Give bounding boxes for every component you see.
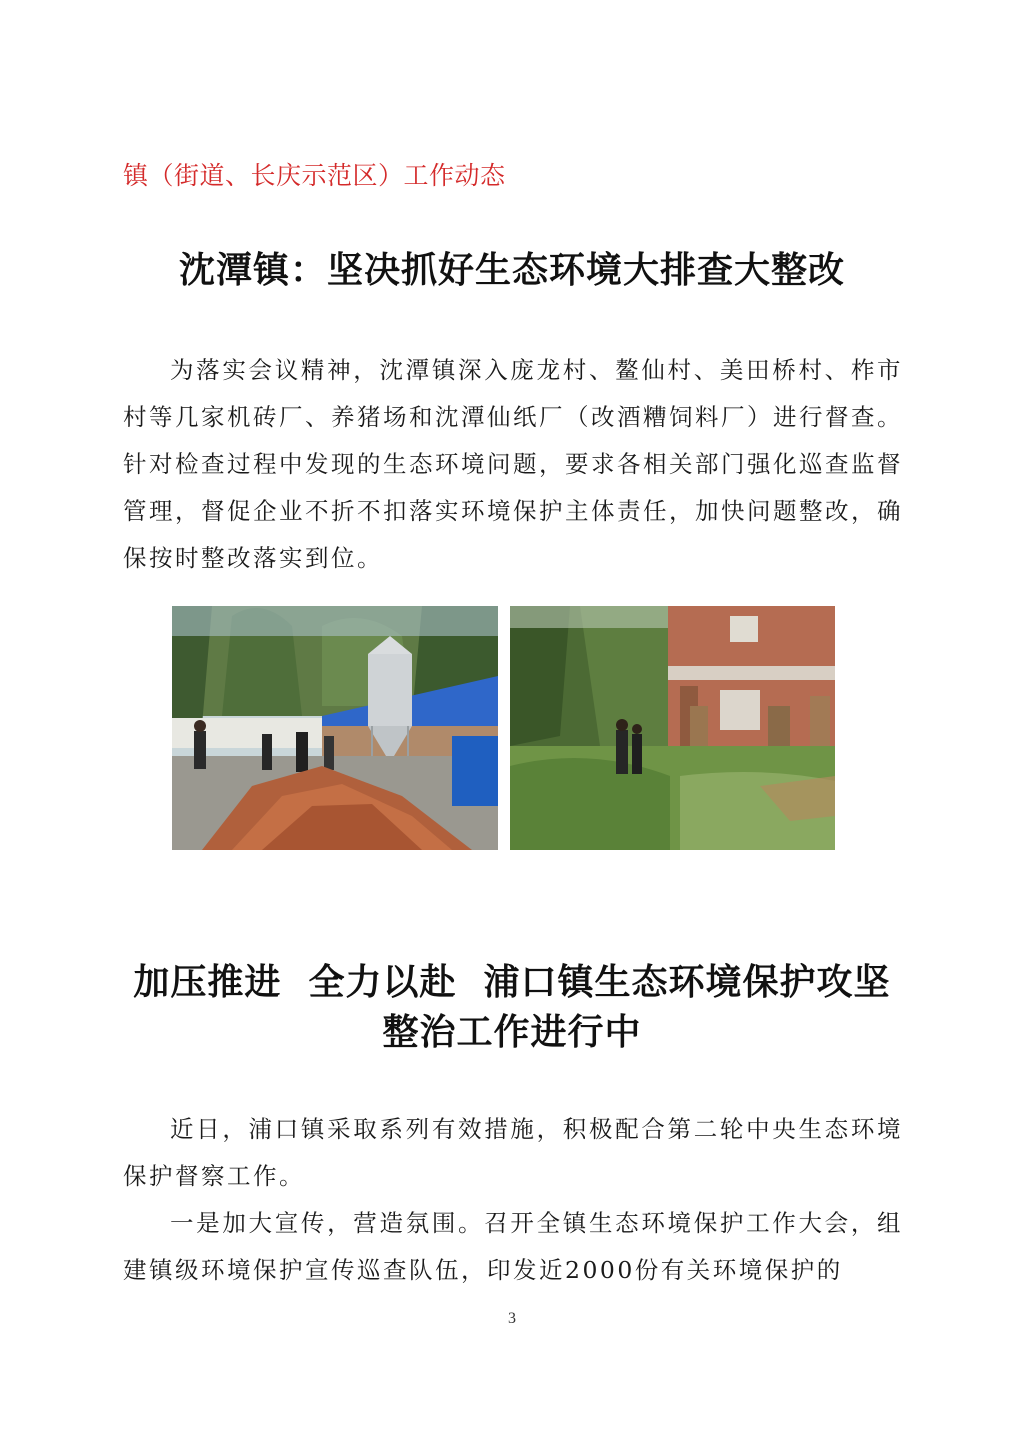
photo-brick-factory-inspection: [172, 606, 498, 850]
section-label: 镇（街道、长庆示范区）工作动态: [123, 161, 506, 190]
article2-paragraph-1: 近日，浦口镇采取系列有效措施，积极配合第二轮中央生态环境保护督察工作。: [123, 1115, 903, 1190]
article2-title-line1: 加压推进 全力以赴 浦口镇生态环境保护攻坚: [133, 962, 891, 1003]
photo-brick-house-inspection: [510, 606, 835, 850]
article1-title: 沈潭镇：坚决抓好生态环境大排查大整改: [178, 250, 845, 291]
page-number: 3: [508, 1310, 516, 1327]
article2-title: [0, 958, 1024, 1058]
article1-paragraph: 为落实会议精神，沈潭镇深入庞龙村、鳌仙村、美田桥村、柞市村等几家机砖厂、养猪场和沈潭仙纸厂（改酒糟饲料厂）进行督查。针对检查过程中发现的生态环境问题，要求各相关部门强化巡查监督管理，督促企业不折不扣落实环境保护主体责任，加快问题整改，确保按时整改落实到位。: [123, 356, 903, 572]
article2-title-line2: 整治工作进行中: [382, 1012, 642, 1053]
article2-paragraph-2: 一是加大宣传，营造氛围。召开全镇生态环境保护工作大会，组建镇级环境保护宣传巡查队伍，印发近2000份有关环境保护的: [123, 1209, 903, 1284]
